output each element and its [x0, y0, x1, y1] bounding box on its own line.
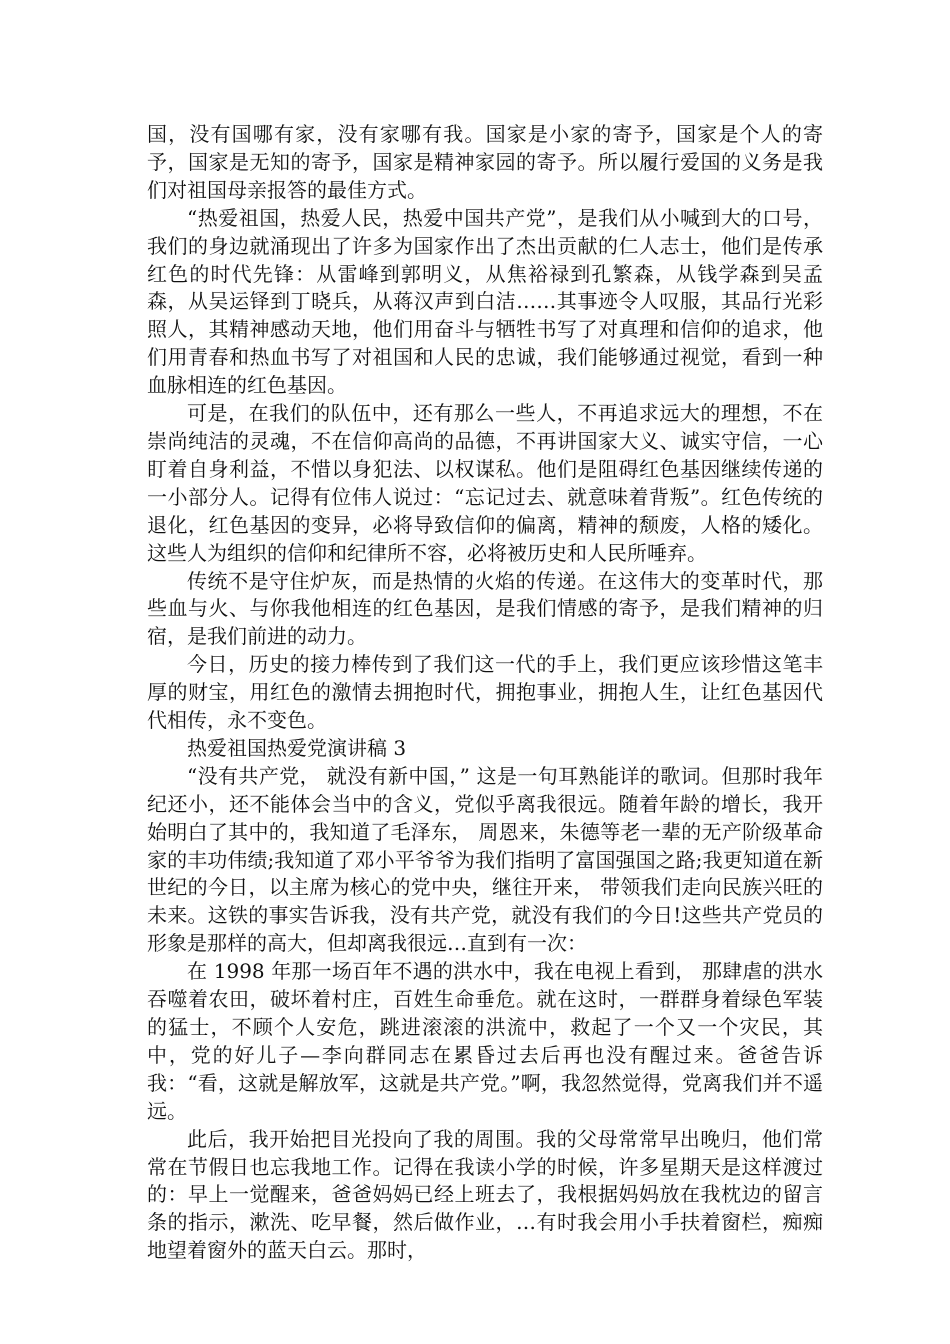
paragraph-6: “没有共产党， 就没有新中国，” 这是一句耳熟能详的歌词。但那时我年纪还小，还不能体会当中的含义，党似乎离我很远。随着年龄的增长，我开始明白了其中的，我知道了毛泽东， 周恩来，朱德等老一辈的无产阶级革命家的丰功伟绩;我知道了邓小平爷爷为我们指明了富国强国之路;我更知道在新世纪的今日，以主席为核心的党中央，继往开来， 带领我们走向民族兴旺的未来。这铁的事实告诉我，没有共产党，就没有我们的今日!这些共产党员的形象是那样的高大，但却离我很远…直到有一次：: [147, 763, 823, 956]
document-body: [147, 121, 823, 1265]
paragraph-1: 国，没有国哪有家，没有家哪有我。国家是小家的寄予，国家是个人的寄予，国家是无知的寄予，国家是精神家园的寄予。所以履行爱国的义务是我们对祖国母亲报答的最佳方式。: [147, 122, 823, 202]
paragraph-8: 此后，我开始把目光投向了我的周围。我的父母常常早出晚归，他们常常在节假日也忘我地工作。记得在我读小学的时候，许多星期天是这样渡过的：早上一觉醒来，爸爸妈妈已经上班去了，我根据妈妈放在我枕边的留言条的指示，漱洗、吃早餐，然后做作业，…有时我会用小手扶着窗栏，痴痴地望着窗外的蓝天白云。那时，: [147, 1126, 823, 1263]
section-heading: 热爱祖国热爱党演讲稿 3: [187, 735, 407, 760]
paragraph-4: 传统不是守住炉灰，而是热情的火焰的传递。在这伟大的变革时代，那些血与火、与你我他相连的红色基因，是我们情感的寄予，是我们精神的归宿，是我们前进的动力。: [147, 568, 823, 649]
paragraph-2: “热爱祖国，热爱人民，热爱中国共产党”，是我们从小喊到大的口号，我们的身边就涌现出了许多为国家作出了杰出贡献的仁人志士，他们是传承红色的时代先锋：从雷峰到郭明义，从焦裕禄到孔繁森，从钱学森到吴孟森，从吴运铎到丁晓兵，从蒋汉声到白洁……其事迹令人叹服，其品行光彩照人，其精神感动天地，他们用奋斗与牺牲书写了对真理和信仰的追求，他们用青春和热血书写了对祖国和人民的忠诚，我们能够通过视觉，看到一种血脉相连的红色基因。: [147, 205, 823, 398]
paragraph-7: 在 1998 年那一场百年不遇的洪水中，我在电视上看到， 那肆虐的洪水吞噬着农田，破坏着村庄，百姓生命垂危。就在这时，一群群身着绿色军装的猛士，不顾个人安危，跳进滚滚的洪流中，救起了一个又一个灾民，其中，党的好儿子—李向群同志在累昏过去后再也没有醒过来。爸爸告诉我：“看，这就是解放军，这就是共产党。”啊，我忽然觉得，党离我们并不遥远。: [147, 959, 823, 1123]
paragraph-5: 今日，历史的接力棒传到了我们这一代的手上，我们更应该珍惜这笔丰厚的财宝，用红色的激情去拥抱时代，拥抱事业，拥抱人生，让红色基因代代相传，永不变色。: [147, 652, 823, 733]
paragraph-3: 可是，在我们的队伍中，还有那么一些人，不再追求远大的理想，不在崇尚纯洁的灵魂，不在信仰高尚的品德，不再讲国家大义、诚实守信，一心盯着自身利益，不惜以身犯法、以权谋私。他们是阻碍红色基因继续传递的一小部分人。记得有位伟人说过：“忘记过去、就意味着背叛”。红色传统的退化，红色基因的变异，必将导致信仰的偏离，精神的颓废，人格的矮化。这些人为组织的信仰和纪律所不容，必将被历史和人民所唾弃。: [147, 401, 823, 565]
